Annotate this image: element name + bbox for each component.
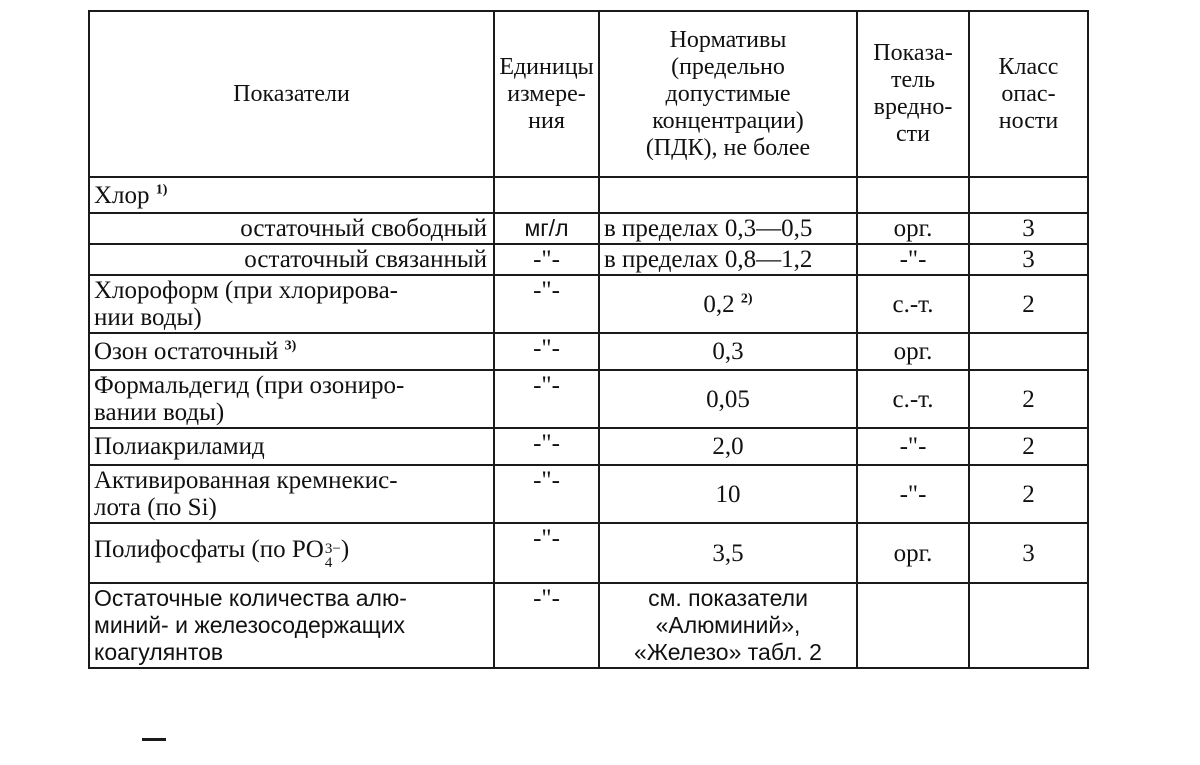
cell-name: Хлороформ (при хлорирова- нии воды) — [89, 275, 494, 333]
cell-name: Хлор $^{1)}$ — [89, 177, 494, 213]
footnote-mark: 3) — [284, 338, 297, 354]
cell-class — [969, 177, 1088, 213]
cell-name: Остаточные количества алю- миний- и железосодержащих коагулянтов — [89, 583, 494, 668]
cell-class: 2 — [969, 465, 1088, 523]
cell-unit: -"- — [494, 428, 599, 465]
cell-name: Полиакриламид — [89, 428, 494, 465]
cell-harm: с.-т. — [857, 370, 969, 428]
cell-harm: орг. — [857, 333, 969, 370]
cell-class — [969, 333, 1088, 370]
footnote-mark: 1) — [155, 182, 168, 198]
cell-name: Полифосфаты (по PO 3− 4 ) — [89, 523, 494, 583]
cell-unit: -"- — [494, 370, 599, 428]
cell-class: 2 — [969, 370, 1088, 428]
table-row-chloroform — [89, 275, 1088, 333]
table-row-chlorine — [89, 177, 1088, 213]
table-row-formaldehyde — [89, 370, 1088, 428]
cell-name: Активированная кремнекис- лота (по Si) — [89, 465, 494, 523]
cell-unit: -"- — [494, 465, 599, 523]
cell-unit: -"- — [494, 244, 599, 275]
table-row-activated-silicic-acid — [89, 465, 1088, 523]
cell-norm: в пределах 0,3—0,5 — [599, 213, 857, 244]
cell-norm: см. показатели «Алюминий», «Железо» табл. 2 — [599, 583, 857, 668]
cut-off-text-fragment — [142, 738, 166, 765]
header-indicators: Показатели — [89, 11, 494, 177]
cell-norm: 0,05 — [599, 370, 857, 428]
cell-class: 3 — [969, 244, 1088, 275]
cell-class: 3 — [969, 213, 1088, 244]
table-row-ozone — [89, 333, 1088, 370]
cell-norm: 2,0 — [599, 428, 857, 465]
cell-norm: 0,3 — [599, 333, 857, 370]
header-norms: Нормативы (предельно допустимые концентрации) (ПДК), не более — [599, 11, 857, 177]
cell-class — [969, 583, 1088, 668]
table-row-coagulants — [89, 583, 1088, 668]
cell-name: остаточный свободный — [89, 213, 494, 244]
table-row-polyacrylamide — [89, 428, 1088, 465]
cell-name: Формальдегид (при озониро- вании воды) — [89, 370, 494, 428]
cell-unit — [494, 177, 599, 213]
table-row-chlorine-bound — [89, 244, 1088, 275]
cell-harm: -"- — [857, 465, 969, 523]
cell-harm: орг. — [857, 213, 969, 244]
water-norms-table — [88, 10, 1089, 669]
cell-norm — [599, 177, 857, 213]
cell-norm: 0,2 $^{2)}$ — [599, 275, 857, 333]
cell-unit: -"- — [494, 333, 599, 370]
cell-unit: -"- — [494, 275, 599, 333]
cell-norm: 3,5 — [599, 523, 857, 583]
cell-unit: -"- — [494, 583, 599, 668]
cell-unit: мг/л — [494, 213, 599, 244]
cell-harm — [857, 177, 969, 213]
table-row-chlorine-free — [89, 213, 1088, 244]
cell-harm: с.-т. — [857, 275, 969, 333]
phosphate-formula: PO 3− 4 — [291, 536, 341, 571]
cell-unit: -"- — [494, 523, 599, 583]
cell-harm: орг. — [857, 523, 969, 583]
header-hazard-class: Класс опас- ности — [969, 11, 1088, 177]
cell-name: остаточный связанный — [89, 244, 494, 275]
cell-name: Озон остаточный $^{3)}$ — [89, 333, 494, 370]
cell-norm: в пределах 0,8—1,2 — [599, 244, 857, 275]
cell-class: 3 — [969, 523, 1088, 583]
cell-class: 2 — [969, 275, 1088, 333]
cell-harm — [857, 583, 969, 668]
header-row — [89, 11, 1088, 177]
cell-harm: -"- — [857, 244, 969, 275]
header-units: Единицы измере- ния — [494, 11, 599, 177]
table-row-polyphosphates — [89, 523, 1088, 583]
cell-harm: -"- — [857, 428, 969, 465]
cell-class: 2 — [969, 428, 1088, 465]
footnote-mark: 2) — [740, 291, 753, 307]
cell-norm: 10 — [599, 465, 857, 523]
header-harm-indicator: Показа- тель вредно- сти — [857, 11, 969, 177]
